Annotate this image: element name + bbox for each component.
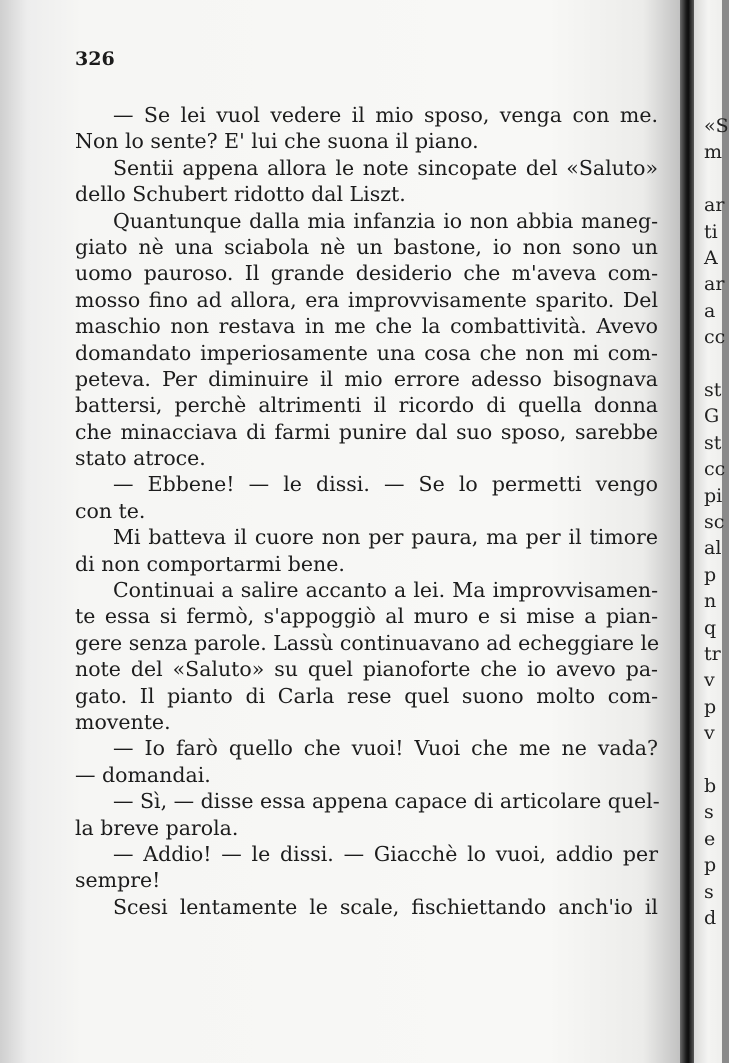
text-line: peteva. Per diminuire il mio errore adesso bisognava: [75, 366, 658, 391]
facing-page-fragment: p: [704, 563, 717, 586]
facing-page-fragment: s: [704, 880, 714, 903]
text-line: Sentii appena allora le note sincopate del «Saluto»: [113, 155, 658, 180]
text-line: la breve parola.: [75, 815, 239, 840]
facing-page-fragment: tr: [704, 643, 721, 665]
facing-page-fragment: A: [704, 247, 718, 269]
facing-page-fragment: e: [704, 827, 716, 850]
book-gutter: [680, 0, 694, 1063]
facing-page-fragment: q: [704, 616, 717, 639]
facing-page-fragment: v: [704, 722, 715, 745]
facing-page-fragment: ti: [704, 220, 718, 243]
facing-page-fragment: d: [704, 907, 717, 929]
text-line: sempre!: [75, 868, 161, 893]
facing-page-fragment: cc: [704, 326, 726, 349]
body-text: [75, 102, 658, 920]
text-line: note del «Saluto» su quel pianoforte che io avevo pa-: [75, 657, 658, 682]
facing-page-fragment: v: [704, 669, 715, 692]
text-line: — Addio! — le dissi. — Giacchè lo vuoi, addio per: [113, 841, 658, 866]
text-line: dello Schubert ridotto dal Liszt.: [75, 182, 406, 207]
text-line: — domandai.: [75, 762, 211, 787]
facing-page-fragment: s: [704, 801, 714, 824]
facing-page-fragment: st: [704, 431, 722, 454]
text-line: — Se lei vuol vedere il mio sposo, venga con me.: [113, 103, 658, 127]
facing-page-fragment: sc: [704, 511, 725, 533]
text-line: gato. Il pianto di Carla rese quel suono molto com-: [75, 683, 658, 708]
text-line: gere senza parole. Lassù continuavano ad echeggiare le: [75, 630, 660, 655]
facing-page-fragment: n: [704, 590, 717, 613]
facing-page-fragment: p: [704, 854, 717, 877]
facing-page-fragment: p: [704, 695, 717, 718]
text-line: di non comportarmi bene.: [75, 551, 345, 576]
text-line: che minacciava di farmi punire dal suo sposo, sarebbe: [75, 419, 658, 444]
facing-page-fragment: st: [704, 379, 722, 401]
text-line: — Io farò quello che vuoi! Vuoi che me ne vada?: [113, 736, 658, 761]
text-line: — Ebbene! — le dissi. — Se lo permetti vengo: [113, 472, 658, 497]
text-line: uomo pauroso. Il grande desiderio che m'aveva com-: [75, 261, 658, 286]
facing-page-fragment: G: [704, 405, 720, 428]
facing-page-fragment: cc: [704, 458, 726, 481]
text-line: maschio non restava in me che la combattività. Avevo: [75, 314, 658, 339]
text-line: Non lo sente? E' lui che suona il piano.: [75, 129, 479, 154]
facing-page-fragment: ar: [704, 273, 725, 296]
page-number: 326: [75, 48, 115, 70]
facing-page-fragment: al: [704, 537, 722, 560]
facing-page-fragment: «S: [704, 115, 729, 137]
facing-page-fragment: pi: [704, 484, 723, 507]
text-line: con te.: [75, 498, 146, 523]
text-line: movente.: [75, 709, 171, 734]
text-line: mosso fino ad allora, era improvvisamente sparito. Del: [75, 287, 658, 312]
facing-page-fragment: m: [704, 141, 723, 164]
text-line: Continuai a salire accanto a lei. Ma improvvisamen-: [113, 578, 658, 603]
text-line: Scesi lentamente le scale, fischiettando anch'io il: [113, 894, 658, 919]
text-line: stato atroce.: [75, 446, 206, 471]
text-line: te essa si fermò, s'appoggiò al muro e si mise a pian-: [75, 604, 658, 629]
facing-page-fragment: a: [704, 299, 716, 322]
text-line: domandato imperiosamente una cosa che non mi com-: [75, 340, 658, 365]
facing-page-fragment: b: [704, 775, 717, 797]
facing-page-fragments: [700, 0, 729, 1063]
text-line: — Sì, — disse essa appena capace di articolare quel-: [113, 789, 660, 814]
text-line: Mi batteva il cuore non per paura, ma per il timore: [113, 525, 658, 550]
text-line: Quantunque dalla mia infanzia io non abbia maneg-: [113, 208, 658, 233]
text-line: battersi, perchè altrimenti il ricordo di quella donna: [75, 393, 658, 418]
facing-page-fragment: ar: [704, 194, 725, 217]
text-line: giato nè una sciabola nè un bastone, io non sono un: [75, 234, 658, 259]
